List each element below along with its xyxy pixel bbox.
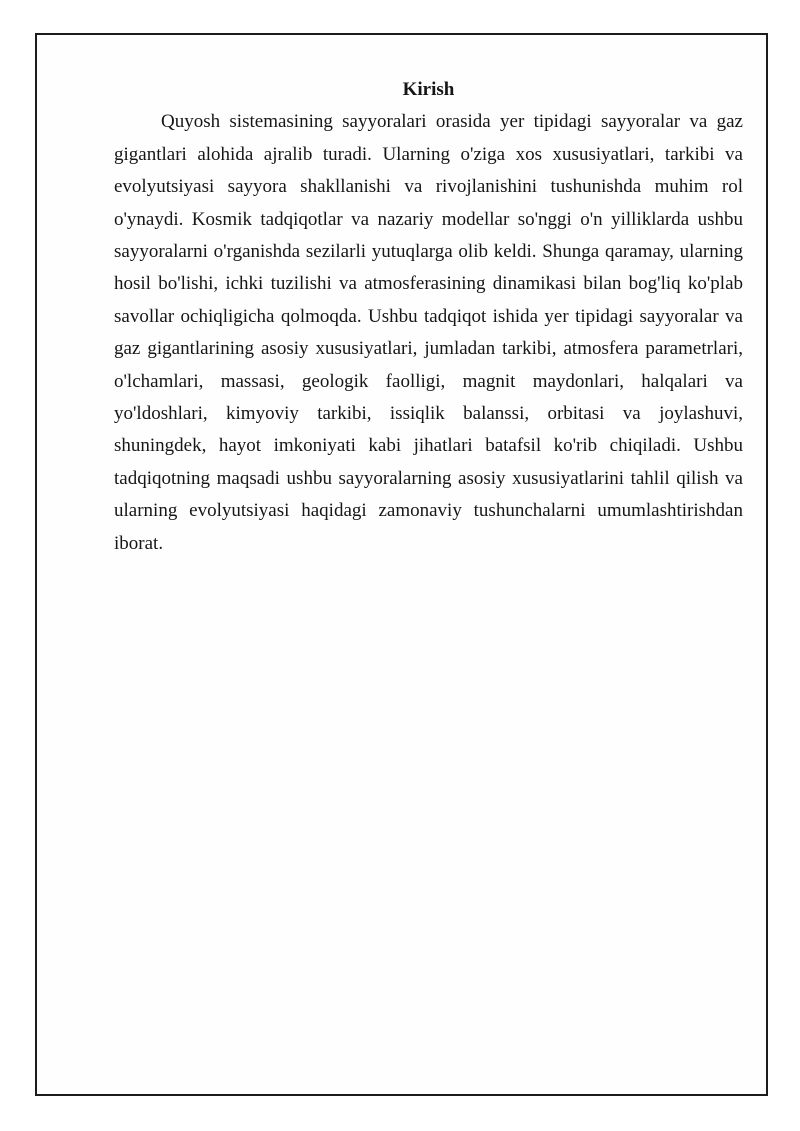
document-content [114, 74, 743, 560]
section-title: Kirish [402, 79, 455, 100]
body-paragraph: Quyosh sistemasining sayyoralari orasida yer tipidagi sayyoralar va gaz gigantlari alohida ajralib turadi. Ularning o'ziga xos xususiyatlari, tarkibi va evolyutsiyasi sayyora shakllanishi va rivojlanishini tushunishda muhim rol o'ynaydi. Kosmik tadqiqotlar va nazariy modellar so'nggi o'n yilliklarda ushbu sayyoralarni o'rganishda sezilarli yutuqlarga olib keldi. Shunga qaramay, ularning hosil bo'lishi, ichki tuzilishi va atmosferasining dinamikasi bilan bog'liq ko'plab savollar ochiqligicha qolmoqda. Ushbu tadqiqot ishida yer tipidagi sayyoralar va gaz gigantlarining asosiy xususiyatlari, jumladan tarkibi, atmosfera parametrlari, o'lchamlari, massasi, geologik faolligi, magnit maydonlari, halqalari va yo'ldoshlari, kimyoviy tarkibi, issiqlik balanssi, orbitasi va joylashuvi, shuningdek, hayot imkoniyati kabi jihatlari batafsil ko'rib chiqiladi. Ushbu tadqiqotning maqsadi ushbu sayyoralarning asosiy xususiyatlarini tahlil qilish va ularning evolyutsiyasi haqidagi zamonaviy tushunchalarni umumlashtirishdan iborat. [114, 111, 743, 554]
